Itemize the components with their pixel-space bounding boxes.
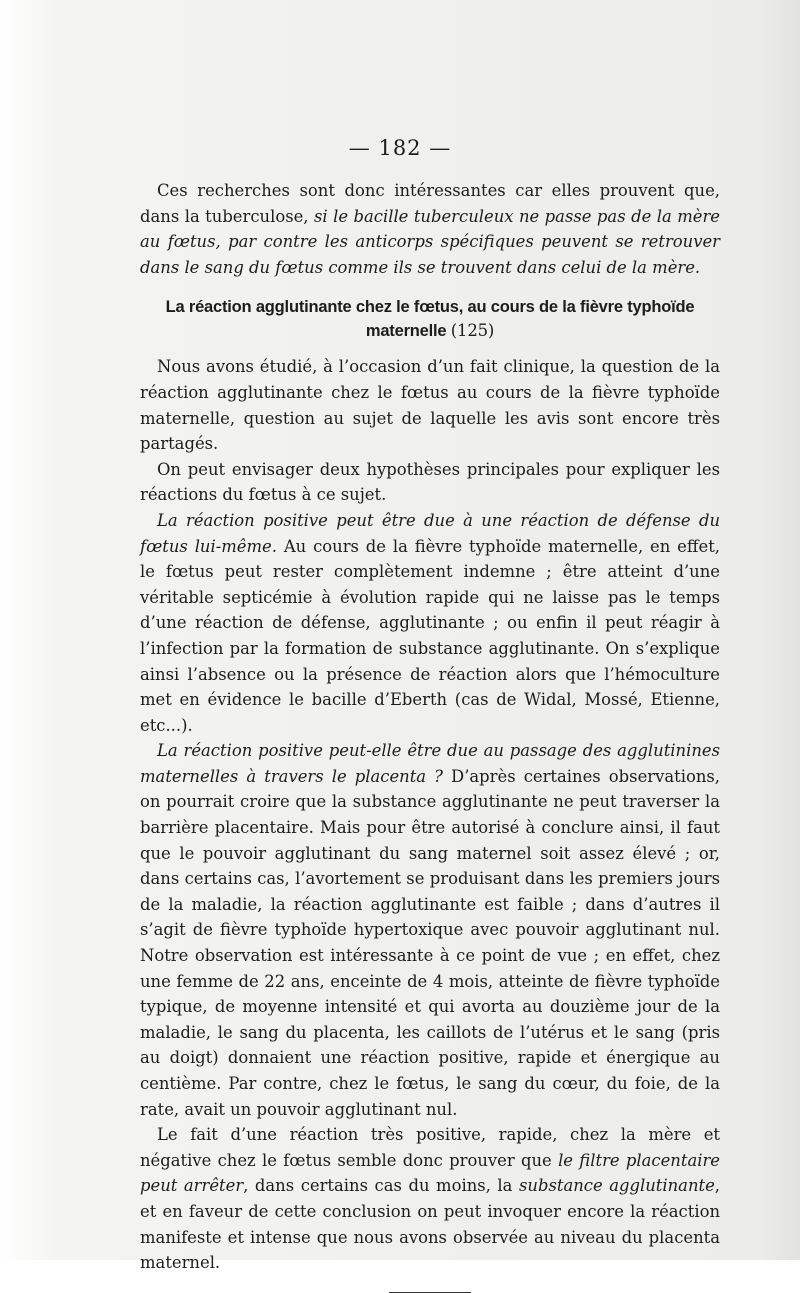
section-heading-ref: (125) bbox=[450, 321, 495, 341]
section-heading-title: La réaction agglutinante chez le fœtus, au cours de la fièvre typhoïde maternelle bbox=[165, 298, 695, 341]
paragraph-5 bbox=[140, 1122, 720, 1276]
section-heading bbox=[140, 295, 720, 343]
paragraph-5-emphasis-1: le filtre placentaire peut arrêter bbox=[140, 1150, 720, 1196]
intro-emphasis: si le bacille tuberculeux ne passe pas de la mère au fœtus, par contre les anticorps spécifiques peuvent se retrouver dans le sang du fœtus comme ils se trouvent dans celui de la mère. bbox=[140, 206, 720, 277]
body-text bbox=[140, 178, 720, 1293]
paragraph-5-emphasis-2: substance agglutinante bbox=[519, 1176, 715, 1196]
page-number: — 182 — bbox=[348, 136, 452, 160]
paragraph-4 bbox=[140, 738, 720, 1122]
paragraph-1: Nous avons étudié, à l’occasion d’un fait clinique, la question de la réaction agglutinante chez le fœtus au cours de la fièvre typhoïde maternelle, question au sujet de laquelle les avis sont encore très partagés. bbox=[140, 357, 720, 454]
paragraph-5-text-3: , et en faveur de cette conclusion on peut invoquer encore la réaction manifeste et intense que nous avons observée au niveau du placenta maternel. bbox=[140, 1176, 721, 1273]
paragraph-4-text: D’après certaines observations, on pourrait croire que la substance agglutinante ne peut traverser la barrière placentaire. Mais pour être autorisé à conclure ainsi, il faut que le pouvoir agglutinant du sang maternel soit assez élevé ; or, dans certains cas, l’avortement se produisant dans les premiers jours de la maladie, la réaction agglutinante est faible ; dans d’autres il s’agit de fièvre typhoïde hypertoxique avec pouvoir agglutinant nul. Notre observation est intéressante à ce point de vue ; en effet, chez une femme de 22 ans, enceinte de 4 mois, atteinte de fièvre typhoïde typique, de moyenne intensité et qui avorta au douzième jour de la maladie, le sang du placenta, les caillots de l’utérus et le sang (pris au doigt) donnaient une réaction positive, rapide et énergique au centième. Par contre, chez le fœtus, le sang du cœur, du foie, de la rate, avait un pouvoir agglutinant nul. bbox=[140, 766, 721, 1119]
paragraph-3 bbox=[140, 508, 720, 738]
paragraph-3-emphasis: La réaction positive peut être due à une réaction de défense du fœtus lui-même. bbox=[140, 510, 720, 556]
paragraph-5-text-2: , dans certains cas du moins, la bbox=[243, 1176, 520, 1196]
intro-text: Ces recherches sont donc intéressantes car elles prouvent que, dans la tuberculose, bbox=[140, 181, 720, 226]
intro-paragraph bbox=[140, 178, 720, 280]
paragraph-3-text: Au cours de la fièvre typhoïde maternelle, en effet, le fœtus peut rester complètement indemne ; être atteint d’une véritable septicémie à évolution rapide qui ne laisse pas le temps d’une réaction de défense, agglutinante ; ou enfin il peut réagir à l’infection par la formation de substance agglutinante. On s’explique ainsi l’absence ou la présence de réaction alors que l’hémoculture met en évidence le bacille d’Eberth (cas de Widal, Mossé, Etienne, etc...). bbox=[140, 536, 720, 735]
paragraph-4-emphasis: La réaction positive peut-elle être due au passage des agglutinines maternelles à travers le placenta ? bbox=[140, 741, 720, 786]
paragraph-2: On peut envisager deux hypothèses principales pour expliquer les réactions du fœtus à ce sujet. bbox=[140, 459, 720, 505]
paragraph-5-text-1: Le fait d’une réaction très positive, rapide, chez la mère et négative chez le fœtus semble donc prouver que bbox=[140, 1125, 720, 1170]
